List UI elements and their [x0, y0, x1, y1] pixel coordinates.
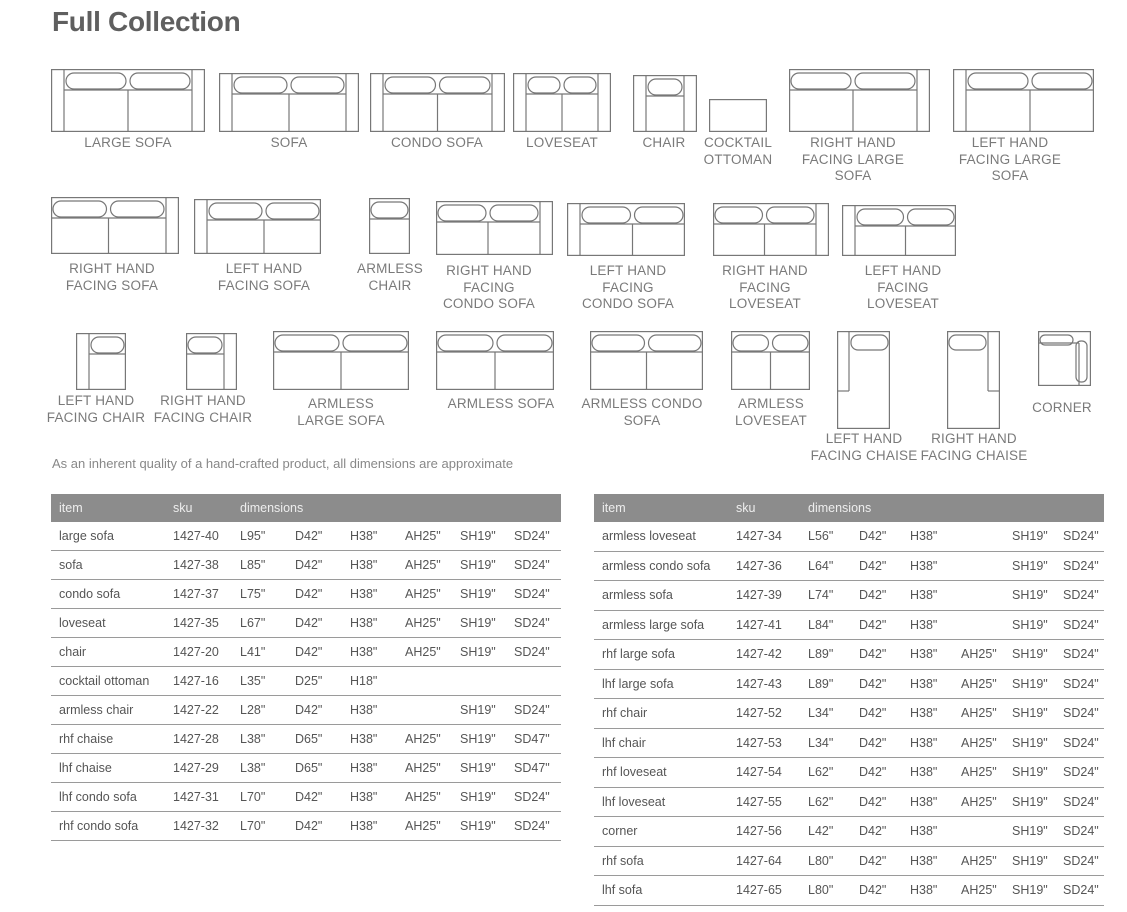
lhf-large-sofa-diagram-icon	[953, 69, 1094, 132]
cell-height: H38"	[342, 551, 397, 580]
cell-item: large sofa	[51, 522, 165, 551]
cell-arm-height: AH25"	[397, 551, 452, 580]
cell-height: H38"	[902, 758, 953, 788]
cell-depth: D42"	[851, 699, 902, 729]
piece-armless-sofa	[436, 331, 554, 390]
cell-seat-height: SH19"	[1004, 817, 1055, 847]
cell-sku: 1427-56	[728, 817, 800, 847]
cell-seat-depth: SD24"	[506, 783, 561, 812]
table-row	[51, 609, 561, 638]
piece-chair	[633, 75, 697, 132]
cell-length: L34"	[800, 728, 851, 758]
cell-item: armless condo sofa	[594, 551, 728, 581]
cell-seat-depth: SD24"	[1055, 551, 1104, 581]
table-row	[51, 638, 561, 667]
dimensions-table-right	[594, 494, 1104, 906]
piece-label-lhf-chair: LEFT HAND FACING CHAIR	[46, 393, 146, 425]
piece-label-lhf-large-sofa: LEFT HAND FACING LARGE SOFA	[958, 135, 1062, 183]
cell-item: rhf chair	[594, 699, 728, 729]
header-sku: sku	[165, 494, 232, 522]
table-row	[51, 551, 561, 580]
cell-arm-height: AH25"	[397, 638, 452, 667]
cell-seat-depth: SD24"	[1055, 787, 1104, 817]
piece-label-rhf-large-sofa: RIGHT HAND FACING LARGE SOFA	[801, 135, 905, 183]
cell-height: H38"	[342, 754, 397, 783]
lhf-condo-sofa-diagram-icon	[567, 203, 685, 256]
piece-label-armless-large-sofa: ARMLESS LARGE SOFA	[297, 396, 385, 428]
piece-label-sofa: SOFA	[270, 135, 308, 150]
cell-item: condo sofa	[51, 580, 165, 609]
piece-label-lhf-condo-sofa: LEFT HAND FACING CONDO SOFA	[581, 263, 674, 311]
cell-sku: 1427-41	[728, 610, 800, 640]
cell-seat-height: SH19"	[452, 609, 506, 638]
cell-length: L74"	[800, 581, 851, 611]
cell-item: lhf chair	[594, 728, 728, 758]
piece-lhf-loveseat	[842, 205, 956, 256]
cell-item: loveseat	[51, 609, 165, 638]
cell-depth: D42"	[287, 609, 342, 638]
cell-seat-depth: SD24"	[1055, 640, 1104, 670]
cell-depth: D25"	[287, 667, 342, 696]
armless-large-sofa-diagram-icon	[273, 331, 409, 390]
cell-seat-height: SH19"	[452, 783, 506, 812]
cell-length: L62"	[800, 758, 851, 788]
cell-height: H38"	[342, 609, 397, 638]
cell-length: L89"	[800, 669, 851, 699]
cell-arm-height	[953, 581, 1004, 611]
cell-depth: D42"	[851, 581, 902, 611]
table-row	[594, 669, 1104, 699]
cell-seat-depth: SD24"	[506, 580, 561, 609]
cell-sku: 1427-37	[165, 580, 232, 609]
condo-sofa-diagram-icon	[370, 73, 505, 132]
piece-label-rhf-chaise: RIGHT HAND FACING CHAISE	[920, 431, 1028, 463]
piece-label-rhf-chair: RIGHT HAND FACING CHAIR	[153, 393, 253, 425]
cell-seat-depth: SD24"	[506, 696, 561, 725]
piece-large-sofa	[51, 69, 205, 132]
cell-length: L80"	[800, 846, 851, 876]
piece-label-armless-sofa: ARMLESS SOFA	[447, 396, 555, 411]
cell-height: H38"	[902, 551, 953, 581]
piece-sofa	[219, 73, 359, 132]
cell-height: H38"	[902, 728, 953, 758]
cell-sku: 1427-53	[728, 728, 800, 758]
cell-seat-height: SH19"	[1004, 640, 1055, 670]
cell-seat-height: SH19"	[452, 725, 506, 754]
cell-seat-depth: SD24"	[1055, 876, 1104, 906]
cell-item: lhf condo sofa	[51, 783, 165, 812]
piece-label-loveseat: LOVESEAT	[526, 135, 598, 150]
cell-arm-height: AH25"	[953, 758, 1004, 788]
cell-seat-height: SH19"	[452, 522, 506, 551]
cell-arm-height: AH25"	[953, 699, 1004, 729]
table-row	[51, 522, 561, 551]
table-row	[51, 812, 561, 841]
piece-rhf-large-sofa	[789, 69, 930, 132]
cell-length: L41"	[232, 638, 287, 667]
cell-item: lhf sofa	[594, 876, 728, 906]
cell-length: L38"	[232, 754, 287, 783]
cell-item: lhf chaise	[51, 754, 165, 783]
cell-sku: 1427-54	[728, 758, 800, 788]
cell-depth: D42"	[851, 787, 902, 817]
cell-arm-height: AH25"	[397, 812, 452, 841]
cell-seat-height: SH19"	[452, 580, 506, 609]
table-row	[51, 783, 561, 812]
cell-seat-depth: SD24"	[506, 638, 561, 667]
lhf-loveseat-diagram-icon	[842, 205, 956, 256]
piece-rhf-sofa	[51, 197, 179, 254]
loveseat-diagram-icon	[513, 73, 611, 132]
piece-rhf-loveseat	[713, 203, 829, 256]
cell-length: L34"	[800, 699, 851, 729]
cell-sku: 1427-35	[165, 609, 232, 638]
cell-sku: 1427-16	[165, 667, 232, 696]
cell-item: rhf condo sofa	[51, 812, 165, 841]
cell-length: L42"	[800, 817, 851, 847]
cell-arm-height: AH25"	[953, 876, 1004, 906]
cell-item: cocktail ottoman	[51, 667, 165, 696]
cell-seat-height: SH19"	[1004, 610, 1055, 640]
rhf-chair-diagram-icon	[186, 333, 237, 390]
page-title: Full Collection	[52, 6, 241, 37]
cell-sku: 1427-22	[165, 696, 232, 725]
cell-length: L67"	[232, 609, 287, 638]
cell-arm-height	[953, 817, 1004, 847]
ottoman-diagram-icon	[709, 99, 767, 132]
cell-item: armless chair	[51, 696, 165, 725]
cell-height: H38"	[902, 669, 953, 699]
piece-label-cocktail-ottoman: COCKTAIL OTTOMAN	[703, 135, 773, 167]
cell-height: H38"	[342, 522, 397, 551]
cell-length: L75"	[232, 580, 287, 609]
cell-depth: D42"	[287, 638, 342, 667]
cell-seat-depth	[506, 667, 561, 696]
table-header-row	[51, 494, 561, 522]
cell-seat-height: SH19"	[1004, 728, 1055, 758]
cell-length: L84"	[800, 610, 851, 640]
piece-lhf-chair	[76, 333, 126, 390]
cell-seat-height: SH19"	[452, 551, 506, 580]
piece-label-lhf-loveseat: LEFT HAND FACING LOVESEAT	[864, 263, 942, 311]
cell-item: armless large sofa	[594, 610, 728, 640]
cell-arm-height: AH25"	[953, 787, 1004, 817]
piece-lhf-large-sofa	[953, 69, 1094, 132]
piece-cocktail-ottoman	[709, 99, 767, 132]
cell-height: H38"	[902, 699, 953, 729]
cell-depth: D42"	[851, 669, 902, 699]
cell-sku: 1427-55	[728, 787, 800, 817]
piece-label-large-sofa: LARGE SOFA	[84, 135, 172, 150]
cell-item: armless loveseat	[594, 522, 728, 551]
table-row	[51, 580, 561, 609]
cell-seat-depth: SD47"	[506, 725, 561, 754]
rhf-condo-sofa-diagram-icon	[436, 201, 553, 255]
table-row	[594, 551, 1104, 581]
cell-depth: D42"	[851, 876, 902, 906]
cell-height: H38"	[342, 725, 397, 754]
piece-lhf-chaise	[837, 331, 890, 429]
cell-seat-height: SH19"	[1004, 551, 1055, 581]
cell-item: lhf loveseat	[594, 787, 728, 817]
piece-armless-condo-sofa	[590, 331, 703, 390]
piece-lhf-sofa	[194, 199, 321, 254]
cell-seat-height: SH19"	[452, 812, 506, 841]
cell-sku: 1427-28	[165, 725, 232, 754]
cell-sku: 1427-29	[165, 754, 232, 783]
cell-sku: 1427-65	[728, 876, 800, 906]
cell-seat-height: SH19"	[1004, 876, 1055, 906]
piece-armless-large-sofa	[273, 331, 409, 390]
cell-arm-height: AH25"	[397, 580, 452, 609]
large-sofa-diagram-icon	[51, 69, 205, 132]
cell-arm-height	[953, 610, 1004, 640]
header-dimensions: dimensions	[232, 494, 561, 522]
table-row	[51, 725, 561, 754]
cell-depth: D42"	[851, 817, 902, 847]
cell-length: L85"	[232, 551, 287, 580]
cell-sku: 1427-31	[165, 783, 232, 812]
cell-depth: D42"	[851, 846, 902, 876]
cell-sku: 1427-38	[165, 551, 232, 580]
cell-height: H38"	[902, 610, 953, 640]
cell-item: rhf chaise	[51, 725, 165, 754]
dimensions-note: As an inherent quality of a hand-crafted product, all dimensions are approximate	[52, 456, 514, 471]
piece-corner	[1038, 331, 1091, 386]
cell-depth: D42"	[287, 812, 342, 841]
cell-sku: 1427-43	[728, 669, 800, 699]
piece-armless-chair	[369, 198, 410, 254]
cell-item: lhf large sofa	[594, 669, 728, 699]
piece-label-armless-chair: ARMLESS CHAIR	[357, 261, 423, 293]
cell-length: L95"	[232, 522, 287, 551]
cell-arm-height	[397, 696, 452, 725]
cell-arm-height: AH25"	[953, 728, 1004, 758]
armless-sofa-diagram-icon	[436, 331, 554, 390]
cell-length: L89"	[800, 640, 851, 670]
cell-arm-height: AH25"	[397, 522, 452, 551]
cell-height: H38"	[902, 787, 953, 817]
cell-seat-depth: SD24"	[1055, 846, 1104, 876]
cell-height: H38"	[342, 580, 397, 609]
cell-depth: D42"	[287, 580, 342, 609]
lhf-chaise-diagram-icon	[837, 331, 890, 429]
cell-arm-height: AH25"	[397, 609, 452, 638]
cell-sku: 1427-39	[728, 581, 800, 611]
cell-item: armless sofa	[594, 581, 728, 611]
piece-rhf-condo-sofa	[436, 201, 553, 255]
cell-depth: D42"	[851, 522, 902, 551]
cell-item: sofa	[51, 551, 165, 580]
cell-seat-depth: SD24"	[1055, 522, 1104, 551]
piece-label-chair: CHAIR	[642, 135, 686, 150]
cell-seat-depth: SD24"	[506, 609, 561, 638]
cell-depth: D42"	[851, 610, 902, 640]
cell-height: H18"	[342, 667, 397, 696]
cell-sku: 1427-36	[728, 551, 800, 581]
table-row	[594, 728, 1104, 758]
table-row	[594, 846, 1104, 876]
cell-height: H38"	[902, 846, 953, 876]
cell-length: L80"	[800, 876, 851, 906]
table-row	[594, 610, 1104, 640]
cell-arm-height	[953, 551, 1004, 581]
armless-loveseat-diagram-icon	[731, 331, 810, 390]
cell-depth: D42"	[287, 696, 342, 725]
cell-seat-height: SH19"	[1004, 699, 1055, 729]
piece-label-lhf-chaise: LEFT HAND FACING CHAISE	[810, 431, 918, 463]
cell-item: rhf sofa	[594, 846, 728, 876]
cell-depth: D42"	[287, 551, 342, 580]
table-row	[51, 696, 561, 725]
lhf-chair-diagram-icon	[76, 333, 126, 390]
piece-armless-loveseat	[731, 331, 810, 390]
piece-label-armless-condo-sofa: ARMLESS CONDO SOFA	[581, 396, 703, 428]
cell-height: H38"	[902, 522, 953, 551]
cell-arm-height: AH25"	[397, 754, 452, 783]
cell-seat-depth: SD24"	[1055, 728, 1104, 758]
table-row	[594, 876, 1104, 906]
cell-depth: D42"	[851, 640, 902, 670]
cell-arm-height: AH25"	[953, 640, 1004, 670]
table-row	[594, 758, 1104, 788]
table-row	[594, 581, 1104, 611]
cell-depth: D42"	[287, 783, 342, 812]
cell-arm-height	[953, 522, 1004, 551]
table-row	[594, 817, 1104, 847]
cell-seat-height: SH19"	[452, 754, 506, 783]
sofa-diagram-icon	[219, 73, 359, 132]
lhf-sofa-diagram-icon	[194, 199, 321, 254]
cell-length: L56"	[800, 522, 851, 551]
cell-arm-height: AH25"	[397, 725, 452, 754]
cell-sku: 1427-20	[165, 638, 232, 667]
cell-depth: D42"	[851, 728, 902, 758]
corner-diagram-icon	[1038, 331, 1091, 386]
cell-depth: D65"	[287, 754, 342, 783]
cell-depth: D42"	[851, 758, 902, 788]
cell-item: rhf loveseat	[594, 758, 728, 788]
rhf-sofa-diagram-icon	[51, 197, 179, 254]
cell-seat-depth: SD24"	[1055, 581, 1104, 611]
cell-seat-depth: SD24"	[506, 522, 561, 551]
header-sku: sku	[728, 494, 800, 522]
table-row	[51, 754, 561, 783]
cell-seat-depth: SD24"	[1055, 610, 1104, 640]
chair-diagram-icon	[633, 75, 697, 132]
piece-label-condo-sofa: CONDO SOFA	[390, 135, 483, 150]
cell-height: H38"	[902, 817, 953, 847]
cell-arm-height: AH25"	[953, 846, 1004, 876]
cell-height: H38"	[902, 581, 953, 611]
table-row	[594, 640, 1104, 670]
cell-height: H38"	[902, 876, 953, 906]
cell-length: L64"	[800, 551, 851, 581]
armless-chair-diagram-icon	[369, 198, 410, 254]
header-dimensions: dimensions	[800, 494, 1104, 522]
cell-length: L70"	[232, 783, 287, 812]
cell-height: H38"	[342, 783, 397, 812]
piece-loveseat	[513, 73, 611, 132]
cell-arm-height: AH25"	[397, 783, 452, 812]
piece-label-lhf-sofa: LEFT HAND FACING SOFA	[217, 261, 311, 293]
cell-sku: 1427-64	[728, 846, 800, 876]
cell-sku: 1427-40	[165, 522, 232, 551]
cell-seat-depth: SD24"	[1055, 817, 1104, 847]
cell-length: L38"	[232, 725, 287, 754]
piece-label-armless-loveseat: ARMLESS LOVESEAT	[735, 396, 807, 428]
cell-item: rhf large sofa	[594, 640, 728, 670]
cell-seat-height: SH19"	[1004, 787, 1055, 817]
cell-arm-height: AH25"	[953, 669, 1004, 699]
table-row	[51, 667, 561, 696]
cell-depth: D65"	[287, 725, 342, 754]
cell-depth: D42"	[287, 522, 342, 551]
cell-seat-height: SH19"	[452, 638, 506, 667]
cell-sku: 1427-32	[165, 812, 232, 841]
cell-item: corner	[594, 817, 728, 847]
cell-seat-height: SH19"	[452, 696, 506, 725]
cell-height: H38"	[342, 812, 397, 841]
rhf-loveseat-diagram-icon	[713, 203, 829, 256]
cell-height: H38"	[902, 640, 953, 670]
cell-sku: 1427-34	[728, 522, 800, 551]
cell-seat-depth: SD24"	[1055, 699, 1104, 729]
cell-seat-depth: SD24"	[506, 812, 561, 841]
cell-arm-height	[397, 667, 452, 696]
cell-seat-height: SH19"	[1004, 846, 1055, 876]
cell-seat-depth: SD24"	[1055, 758, 1104, 788]
piece-label-rhf-condo-sofa: RIGHT HAND FACING CONDO SOFA	[442, 263, 535, 311]
rhf-large-sofa-diagram-icon	[789, 69, 930, 132]
table-row	[594, 787, 1104, 817]
table-row	[594, 699, 1104, 729]
cell-seat-height: SH19"	[1004, 669, 1055, 699]
cell-length: L70"	[232, 812, 287, 841]
cell-sku: 1427-52	[728, 699, 800, 729]
cell-height: H38"	[342, 696, 397, 725]
header-item: item	[594, 494, 728, 522]
piece-label-rhf-sofa: RIGHT HAND FACING SOFA	[65, 261, 159, 293]
piece-rhf-chair	[186, 333, 237, 390]
dimensions-table-left	[51, 494, 561, 841]
cell-seat-depth: SD24"	[1055, 669, 1104, 699]
cell-item: chair	[51, 638, 165, 667]
cell-seat-height: SH19"	[1004, 581, 1055, 611]
cell-seat-depth: SD47"	[506, 754, 561, 783]
header-item: item	[51, 494, 165, 522]
cell-length: L28"	[232, 696, 287, 725]
cell-sku: 1427-42	[728, 640, 800, 670]
piece-condo-sofa	[370, 73, 505, 132]
piece-label-corner: CORNER	[1032, 400, 1092, 415]
piece-label-rhf-loveseat: RIGHT HAND FACING LOVESEAT	[722, 263, 808, 311]
cell-seat-depth: SD24"	[506, 551, 561, 580]
cell-length: L35"	[232, 667, 287, 696]
piece-lhf-condo-sofa	[567, 203, 685, 256]
armless-condo-sofa-diagram-icon	[590, 331, 703, 390]
cell-length: L62"	[800, 787, 851, 817]
cell-seat-height: SH19"	[1004, 758, 1055, 788]
table-row	[594, 522, 1104, 551]
cell-seat-height: SH19"	[1004, 522, 1055, 551]
cell-seat-height	[452, 667, 506, 696]
table-header-row	[594, 494, 1104, 522]
cell-depth: D42"	[851, 551, 902, 581]
cell-height: H38"	[342, 638, 397, 667]
